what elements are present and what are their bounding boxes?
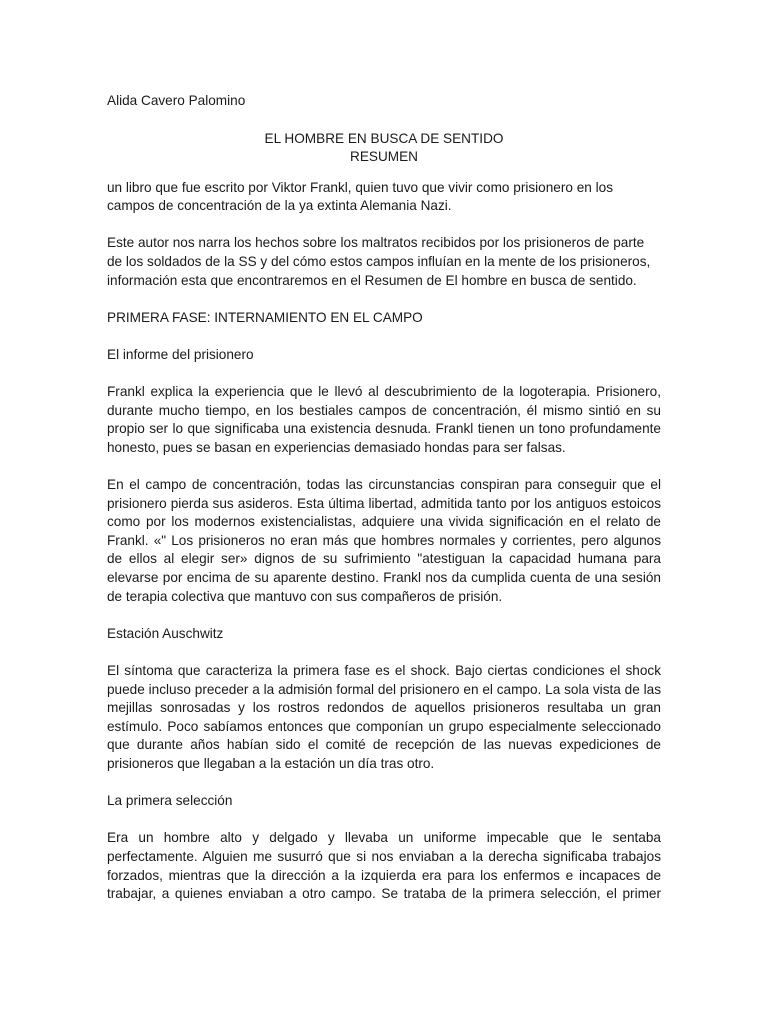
paragraph-informe-1: Frankl explica la experiencia que le llevó al descubrimiento de la logoterapia. Prisionero, durante mucho tiempo, en los bestiales campos de concentración, él mismo sintió en su propio ser lo que significaba una existencia desnuda. Frankl tienen un tono profundamente honesto, pues se basan en experiencias demasiado hondas para ser falsas.: [107, 384, 661, 455]
section-heading-seleccion: La primera selección: [107, 793, 233, 809]
section-heading-auschwitz: Estación Auschwitz: [107, 625, 224, 641]
intro-paragraph-2: Este autor nos narra los hechos sobre los maltratos recibidos por los prisioneros de parte de los soldados de la SS y del cómo estos campos influían en la mente de los prisioneros, información esta que encontraremos en el Resumen de El hombre en busca de sentido.: [107, 235, 651, 288]
phase-heading: PRIMERA FASE: INTERNAMIENTO EN EL CAMPO: [107, 309, 423, 325]
intro-paragraph-1: un libro que fue escrito por Viktor Frankl, quien tuvo que vivir como prisionero en los campos de concentración de la ya extinta Alemania Nazi.: [107, 179, 613, 214]
paragraph-informe-2: En el campo de concentración, todas las circunstancias conspiran para conseguir que el prisionero pierda sus asideros. Esta última libertad, admitida tanto por los antiguos estoicos como por los modernos existencialistas, adquiere una vivida significación en el relato de Frankl. «" Los prisioneros no eran más que hombres normales y corrientes, pero algunos de ellos al elegir ser» dignos de su sufrimiento "atestiguan la capacidad humana para elevarse por encima de su aparente destino. Frankl nos da cumplida cuenta de una sesión de terapia colectiva que mantuvo con sus compañeros de prisión.: [107, 477, 661, 604]
section-heading-informe: El informe del prisionero: [107, 346, 254, 362]
document-title: EL HOMBRE EN BUSCA DE SENTIDO: [264, 130, 504, 146]
author-name: Alida Cavero Palomino: [107, 93, 246, 108]
title-block: [107, 130, 661, 166]
paragraph-seleccion-1: Era un hombre alto y delgado y llevaba un uniforme impecable que le sentaba perfectamente. Alguien me susurró que si nos enviaban a la derecha significaba trabajos forzados, mientras que la dirección a la izquierda era para los enfermos e incapaces de trabajar, a quienes enviaban a otro campo. Se trataba de la primera selección, el primer: [107, 830, 661, 902]
document-subtitle: RESUMEN: [350, 148, 418, 164]
document-body: [107, 92, 661, 904]
paragraph-auschwitz-1: El síntoma que caracteriza la primera fase es el shock. Bajo ciertas condiciones el shock puede incluso preceder a la admisión formal del prisionero en el campo. La sola vista de las mejillas sonrosadas y los rostros redondos de aquellos prisioneros resultaba un gran estímulo. Poco sabíamos entonces que componían un grupo especialmente seleccionado que durante años habían sido el comité de recepción de las nuevas expediciones de prisioneros que llegaban a la estación un día tras otro.: [107, 663, 661, 771]
